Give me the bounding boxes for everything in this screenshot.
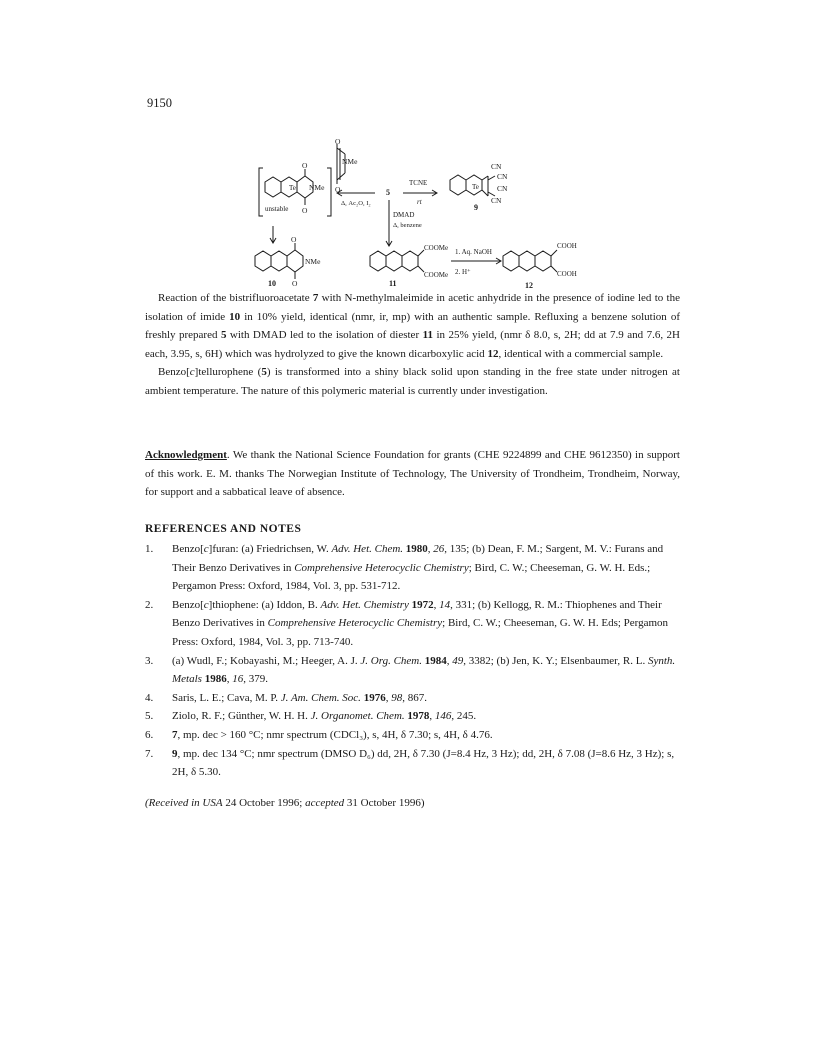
text-run: Saris, L. E.; Cava, M. P. bbox=[172, 691, 281, 704]
scheme-label: Te bbox=[472, 183, 479, 191]
scheme-label: O bbox=[302, 161, 308, 170]
scheme-label: O bbox=[335, 185, 341, 194]
journal-name: Synth. Metals bbox=[172, 654, 676, 686]
reference-number: 2. bbox=[145, 598, 154, 611]
text-run: in 10% yield, identical (nmr, ir, mp) with an authentic sample. Refluxing a benzene solution of freshly prepared bbox=[145, 310, 680, 342]
text-run: , identical with a commercial sample. bbox=[498, 347, 664, 360]
year: 1986 bbox=[204, 673, 227, 686]
text-run: ; Bird, C. W.; Cheeseman, G. W. H. Eds; Pergamon Press: Oxford, 1984, Vol. 3, pp. 713-740. bbox=[172, 617, 669, 648]
book-title: Comprehensive Heterocyclic Chemistry bbox=[294, 561, 469, 574]
text-run: , bbox=[429, 710, 435, 723]
acknowledgment-title: Acknowledgment bbox=[145, 449, 227, 461]
scheme-label: Te bbox=[289, 184, 296, 192]
volume: 14 bbox=[439, 598, 451, 611]
text-run: , 245. bbox=[451, 710, 477, 723]
volume: 98 bbox=[391, 691, 403, 704]
journal-name: J. Org. Chem. bbox=[360, 654, 422, 667]
compound-ref: 5 bbox=[261, 366, 267, 379]
text-run: , bbox=[226, 673, 233, 686]
journal-name: J. Am. Chem. Soc. bbox=[280, 691, 361, 704]
reference-number: 7. bbox=[145, 747, 154, 760]
compound-number: 9 bbox=[474, 203, 478, 212]
text-run: , mp. dec > 160 °C; nmr spectrum (CDCl₃), s, 4H, δ 7.30; s, 4H, δ 4.76. bbox=[177, 728, 493, 741]
text-run: c bbox=[189, 366, 195, 379]
volume: 146 bbox=[434, 710, 452, 723]
reference-item bbox=[145, 652, 685, 689]
text-run: , bbox=[385, 691, 392, 704]
scheme-label: COOMe bbox=[424, 244, 449, 252]
text-run: Benzo[ bbox=[172, 598, 204, 611]
text-run: ) is transformed into a shiny black solid upon standing in the free state under nitrogen at ambient temperature. The nature of this polymeric material is currently under investigation. bbox=[145, 366, 680, 397]
compound-ref: 7 bbox=[172, 728, 178, 741]
text-run: , 379. bbox=[243, 673, 268, 686]
compound-ref: 5 bbox=[220, 329, 227, 342]
reference-item bbox=[145, 745, 685, 782]
text-run: , mp. dec 134 °C; nmr spectrum (DMSO D₆) dd, 2H, δ 7.30 (J=8.4 Hz, 3 Hz); dd, 2H, δ 7.08 (J=8.6 Hz, 3 Hz); s, 2H, δ 5.30. bbox=[172, 747, 675, 779]
scheme-label: O bbox=[292, 279, 298, 288]
main-text bbox=[145, 289, 680, 401]
compound-ref: 12 bbox=[487, 347, 499, 360]
reference-item bbox=[145, 596, 685, 652]
journal-name: Adv. Het. Chemistry bbox=[320, 598, 409, 611]
text-run: 24 October 1996; bbox=[222, 797, 306, 809]
compound-number: 10 bbox=[268, 279, 276, 288]
text-run: with N-methylmaleimide in acetic anhydride in the presence of iodine led to the isolation of imide bbox=[145, 292, 680, 323]
scheme-label: Δ, Ac₂O, I₂ bbox=[341, 200, 371, 207]
year: 1972 bbox=[411, 598, 434, 611]
text-run: ]furan: (a) Friedrichsen, W. bbox=[208, 543, 332, 555]
text-run: USA bbox=[202, 797, 223, 809]
text-run: Reaction of the bistrifluoroacetate bbox=[158, 292, 313, 304]
text-run: , 135; (b) Dean, F. M.; Sargent, M. V.: Furans and Their Benzo Derivatives in bbox=[172, 543, 664, 574]
book-title: Comprehensive Heterocyclic Chemistry bbox=[267, 617, 443, 630]
scheme-label: 2. H⁺ bbox=[455, 268, 471, 276]
compound-number: 11 bbox=[389, 279, 397, 288]
text-run: (a) Wudl, F.; Kobayashi, M.; Heeger, A. J. bbox=[172, 654, 361, 667]
text-run: ]thiophene: (a) Iddon, B. bbox=[208, 598, 321, 611]
text-run: , bbox=[427, 543, 434, 555]
journal-name: Adv. Het. Chem. bbox=[331, 543, 404, 555]
paragraph-reaction bbox=[145, 289, 680, 363]
page-number: 9150 bbox=[147, 96, 172, 110]
volume: 49 bbox=[452, 654, 464, 667]
text-run: c bbox=[203, 543, 209, 555]
scheme-label: TCNE bbox=[409, 179, 428, 187]
year: 1978 bbox=[407, 710, 430, 723]
received-dates bbox=[145, 797, 425, 809]
scheme-label: NMe bbox=[309, 183, 325, 192]
text-run: Benzo[ bbox=[158, 366, 190, 379]
references-heading: REFERENCES AND NOTES bbox=[145, 523, 302, 535]
reference-number: 3. bbox=[145, 654, 154, 667]
reference-item bbox=[145, 726, 685, 745]
scheme-label: CN bbox=[497, 172, 508, 181]
reference-number: 4. bbox=[145, 691, 154, 704]
text-run: , bbox=[446, 654, 453, 667]
scheme-label: COOMe bbox=[424, 271, 449, 279]
scheme-label: 1. Aq. NaOH bbox=[455, 248, 492, 256]
reference-number: 5. bbox=[145, 710, 154, 723]
text-run: c bbox=[203, 598, 209, 611]
compound-ref: 9 bbox=[172, 747, 178, 760]
compound-ref: 7 bbox=[312, 292, 319, 304]
text-run: , bbox=[433, 598, 440, 611]
reaction-scheme bbox=[225, 138, 595, 293]
text-run: with DMAD led to the isolation of diester bbox=[226, 329, 423, 342]
compound-ref: 10 bbox=[229, 310, 241, 323]
scheme-label: O bbox=[302, 206, 308, 215]
compound-ref: 11 bbox=[422, 329, 433, 342]
text-run: Ziolo, R. F.; Günther, W. H. H. bbox=[172, 710, 311, 723]
volume: 26 bbox=[433, 543, 445, 555]
year: 1980 bbox=[405, 543, 428, 555]
scheme-label: CN bbox=[491, 196, 502, 205]
year: 1984 bbox=[424, 654, 447, 667]
scheme-label: COOH bbox=[557, 270, 577, 278]
scheme-label: Δ, benzene bbox=[393, 222, 422, 229]
text-run: Benzo[ bbox=[172, 543, 204, 555]
scheme-label: rt bbox=[417, 198, 422, 206]
text-run: ; Bird, C. W.; Cheeseman, G. W. H. Eds.; Pergamon Press: Oxford, 1984, Vol. 3, pp. 531-712. bbox=[172, 561, 651, 593]
scheme-label: unstable bbox=[265, 205, 289, 213]
text-run: (Received in bbox=[145, 797, 203, 809]
volume: 16 bbox=[232, 673, 244, 686]
scheme-label: CN bbox=[491, 162, 502, 171]
text-run: in 25% yield, (nmr δ 8.0, s, 2H; dd at 7.9 and 7.6, 2H each, 3.95, s, 6H) which was hydrolyzed to give the known dicarboxylic acid bbox=[145, 329, 680, 360]
scheme-label: NMe bbox=[342, 157, 358, 166]
reference-number: 6. bbox=[145, 728, 154, 741]
references-list bbox=[145, 540, 685, 782]
text-run: , 867. bbox=[402, 691, 427, 704]
journal-name: J. Organomet. Chem. bbox=[310, 710, 405, 723]
reference-item bbox=[145, 707, 685, 726]
year: 1976 bbox=[363, 691, 386, 704]
scheme-label: CN bbox=[497, 184, 508, 193]
scheme-label: COOH bbox=[557, 242, 577, 250]
text-run: , 3382; (b) Jen, K. Y.; Elsenbaumer, R. L. bbox=[463, 654, 648, 667]
compound-number: 12 bbox=[525, 281, 533, 290]
text-run: ]tellurophene ( bbox=[194, 366, 262, 379]
text-run: accepted bbox=[305, 797, 345, 809]
text-run: 31 October 1996) bbox=[344, 797, 425, 809]
scheme-label: O bbox=[291, 235, 297, 244]
paragraph-tellurophene bbox=[145, 363, 680, 400]
reference-number: 1. bbox=[145, 543, 154, 555]
compound-number: 5 bbox=[386, 188, 390, 197]
acknowledgment-text: . We thank the National Science Foundation for grants (CHE 9224899 and CHE 9612350) in support of this work. E. M. thanks The Norwegian Institute of Technology, The University of Trondheim, Trondheim, Norway, for support and a sabbatical leave of absence. bbox=[145, 449, 680, 499]
reference-item bbox=[145, 540, 685, 596]
scheme-label: NMe bbox=[305, 257, 321, 266]
reference-item bbox=[145, 689, 685, 708]
text-run: , 331; (b) Kellogg, R. M.: Thiophenes and Their Benzo Derivatives in bbox=[172, 598, 662, 630]
scheme-label: O bbox=[335, 138, 341, 146]
acknowledgment bbox=[145, 446, 680, 502]
scheme-label: DMAD bbox=[393, 211, 415, 219]
